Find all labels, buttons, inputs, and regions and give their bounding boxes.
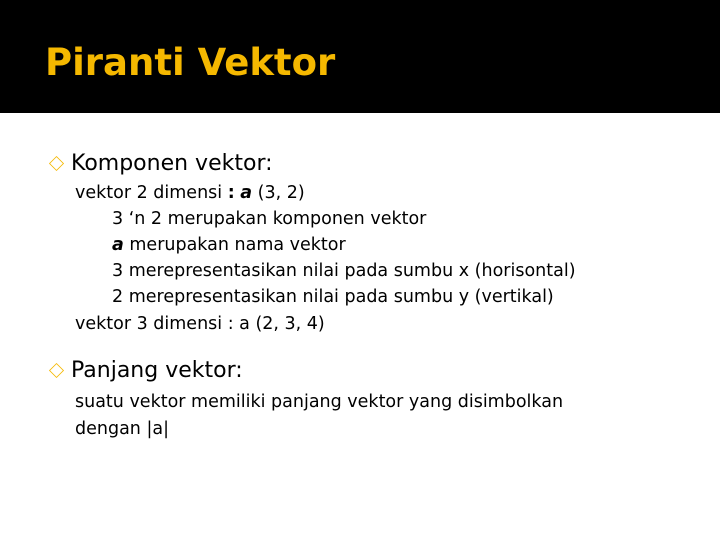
- nama-vektor-text: merupakan nama vektor: [123, 235, 346, 255]
- diamond-bullet-icon: [49, 156, 64, 171]
- vektor-2-dimensi-line: [75, 181, 305, 205]
- vektor-3-dimensi-line: vektor 3 dimensi : a (2, 3, 4): [75, 314, 325, 334]
- panjang-vektor-symbol-line: dengan |a|: [75, 419, 169, 439]
- sumbu-x-description: 3 merepresentasikan nilai pada sumbu x (horisontal): [112, 261, 576, 281]
- panjang-vektor-bullet: [50, 358, 243, 383]
- diamond-bullet-icon: [49, 363, 64, 378]
- panjang-vektor-description: suatu vektor memiliki panjang vektor yang disimbolkan: [75, 392, 564, 412]
- definition-colon: :: [227, 183, 235, 203]
- vektor-2-dimensi-text: vektor 2 dimensi: [75, 183, 228, 203]
- komponen-vektor-description: 3 ‘n 2 merupakan komponen vektor: [112, 209, 427, 229]
- sumbu-y-description: 2 merepresentasikan nilai pada sumbu y (vertikal): [112, 287, 554, 307]
- nama-vektor-symbol: a: [112, 235, 124, 255]
- panjang-vektor-heading: Panjang vektor:: [71, 358, 243, 383]
- nama-vektor-description: [112, 233, 346, 257]
- vektor-2-dimensi-value: (3, 2): [252, 183, 305, 203]
- slide-title: Piranti Vektor: [45, 41, 336, 84]
- vector-symbol-a: a: [240, 183, 253, 203]
- komponen-vektor-bullet: [50, 151, 273, 176]
- komponen-vektor-heading: Komponen vektor:: [71, 151, 273, 176]
